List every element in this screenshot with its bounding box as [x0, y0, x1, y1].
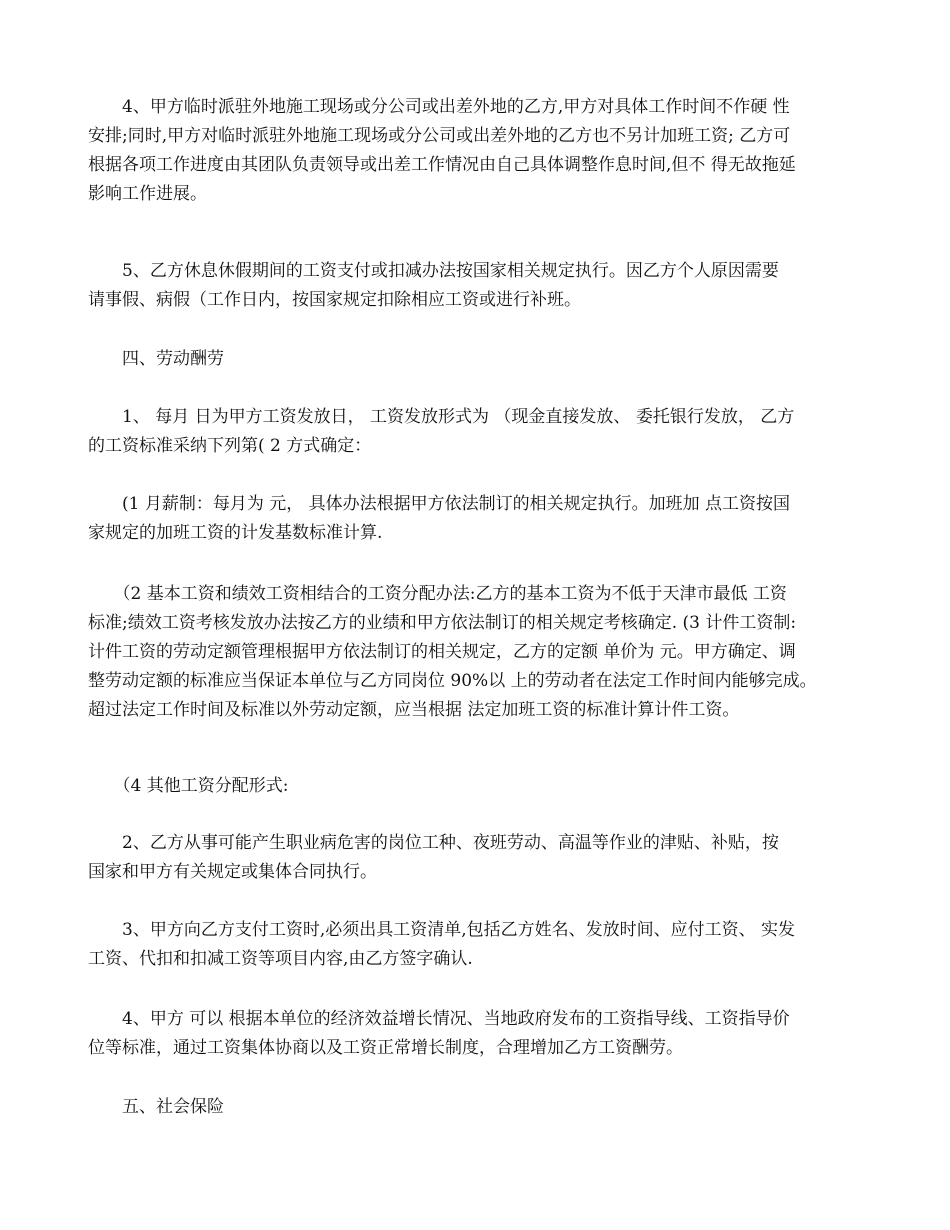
text-line: 影响工作进展。: [88, 184, 207, 204]
paragraph-other-pay-forms: [88, 772, 870, 801]
text-line: 2、乙方从事可能产生职业病危害的岗位工种、夜班劳动、高温等作业的津贴、补贴，按: [88, 833, 779, 853]
text-line: 的工资标准采纳下列第( 2 方式确定：: [88, 436, 372, 456]
paragraph-basic-performance-pay: [88, 580, 870, 725]
text-line: 位等标准，通过工资集体协商以及工资正常增长制度，合理增加乙方工资酬劳。: [88, 1038, 683, 1058]
text-line: 5、乙方休息休假期间的工资支付或扣减办法按国家相关规定执行。因乙方个人原因需要: [88, 261, 779, 281]
paragraph-work-hours-dispatch: [88, 93, 870, 209]
section-heading: 五、社会保险: [88, 1097, 224, 1117]
text-line: 标准;绩效工资考核发放办法按乙方的业绩和甲方依法制订的相关规定考核确定. (3 计件工资制:: [88, 613, 797, 633]
section-heading: 四、劳动酬劳: [88, 349, 224, 369]
text-line: 3、甲方向乙方支付工资时,必须出具工资清单,包括乙方姓名、发放时间、应付工资、 实发: [88, 920, 796, 940]
text-line: 安排;同时,甲方对临时派驻外地施工现场或分公司或出差外地的乙方也不另计加班工资; 乙方可: [88, 126, 791, 146]
text-line: 家规定的加班工资的计发基数标准计算.: [88, 523, 383, 543]
text-line: 4、甲方 可以 根据本单位的经济效益增长情况、当地政府发布的工资指导线、工资指导价: [88, 1009, 790, 1029]
paragraph-allowances: [88, 829, 870, 887]
text-line: （2 基本工资和绩效工资相结合的工资分配办法:乙方的基本工资为不低于天津市最低 工资: [88, 584, 787, 604]
text-line: 4、甲方临时派驻外地施工现场或分公司或出差外地的乙方,甲方对具体工作时间不作硬 性: [88, 97, 790, 117]
text-line: 请事假、病假（工作日内，按国家规定扣除相应工资或进行补班。: [88, 290, 581, 310]
text-line: 整劳动定额的标准应当保证本单位与乙方同岗位 90%以 上的劳动者在法定工作时间内能够完成。: [88, 671, 817, 691]
paragraph-leave-pay: [88, 257, 870, 315]
paragraph-pay-increase: [88, 1005, 870, 1063]
text-line: 超过法定工作时间及标准以外劳动定额，应当根据 法定加班工资的标准计算计件工资。: [88, 700, 740, 720]
paragraph-pay-slip: [88, 916, 870, 974]
section-heading-social-insurance: [88, 1093, 870, 1122]
text-line: 计件工资的劳动定额管理根据甲方依法制订的相关规定，乙方的定额 单价为 元。甲方确定、调: [88, 642, 796, 662]
section-heading-remuneration: [88, 345, 870, 374]
text-line: 根据各项工作进度由其团队负责领导或出差工作情况由自己具体调整作息时间,但不 得无故拖延: [88, 155, 796, 175]
text-line: 国家和甲方有关规定或集体合同执行。: [88, 862, 377, 882]
text-line: (1 月薪制：每月为 元， 具体办法根据甲方依法制订的相关规定执行。加班加 点工资按国: [88, 494, 791, 514]
paragraph-payday: [88, 403, 870, 461]
text-line: （4 其他工资分配形式:: [88, 776, 289, 796]
paragraph-monthly-salary: [88, 490, 870, 548]
text-line: 1、 每月 日为甲方工资发放日， 工资发放形式为 （现金直接发放、 委托银行发放， 乙方: [88, 407, 795, 427]
text-line: 工资、代扣和扣减工资等项目内容,由乙方签字确认.: [88, 949, 473, 969]
